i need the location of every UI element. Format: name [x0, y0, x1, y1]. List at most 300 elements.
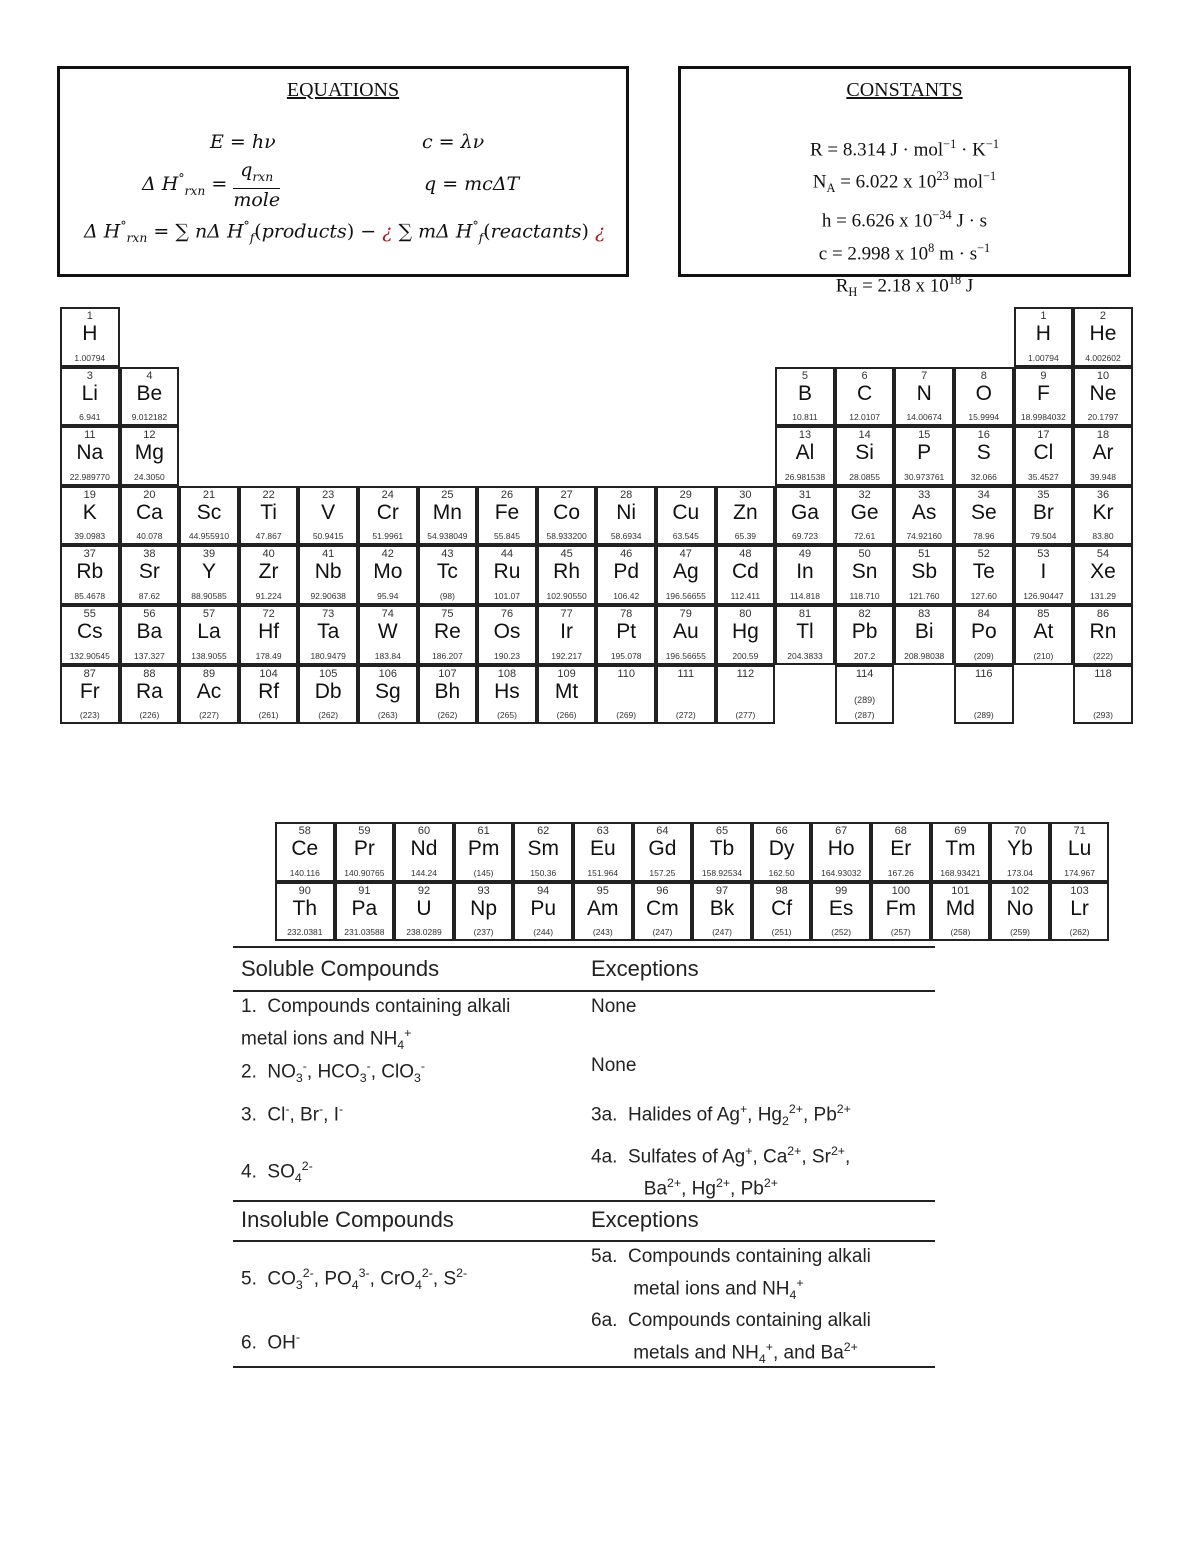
atomic-number: 27: [560, 488, 573, 501]
constants-box: [678, 66, 1131, 300]
element-cell: [120, 605, 180, 665]
element-cell: [954, 426, 1014, 486]
element-cell: [1050, 822, 1110, 882]
element-symbol: Re: [433, 620, 461, 643]
element-symbol: Md: [945, 896, 975, 920]
element-symbol: Rn: [1089, 620, 1117, 643]
element-cell: [1014, 545, 1074, 605]
element-symbol: Fr: [79, 679, 100, 703]
atomic-number: 94: [537, 884, 550, 897]
atomic-number: 96: [656, 884, 669, 897]
element-symbol: B: [797, 381, 812, 405]
element-cell: [275, 882, 335, 942]
atomic-mass: 30.973761: [904, 471, 945, 482]
element-cell: [692, 882, 752, 942]
element-cell: [775, 545, 835, 605]
element-cell: [394, 822, 454, 882]
atomic-mass: 47.867: [255, 531, 282, 542]
element-symbol: H: [1035, 322, 1051, 345]
element-symbol: Au: [672, 620, 699, 643]
atomic-number: 108: [497, 667, 517, 680]
element-cell: [894, 367, 954, 427]
table-rule: [233, 990, 935, 992]
atomic-number: 23: [322, 488, 335, 501]
atomic-number: 103: [1070, 884, 1089, 897]
element-cell: [716, 545, 776, 605]
element-symbol: Ag: [672, 560, 699, 584]
atomic-mass: (237): [473, 927, 494, 938]
atomic-mass: (252): [831, 927, 852, 938]
element-cell: [60, 605, 120, 665]
hess-law-equation: Δ $H^\circ_{rxn}$ = ∑ nΔ $H^\circ_f(products)$ − ¿ ∑ mΔ $H^\circ_f(reactants)$ ¿: [84, 219, 606, 246]
atomic-number: 18: [1096, 429, 1110, 442]
element-cell: [537, 545, 597, 605]
rule-1: 1. Compounds containing alkali metal ions and $NH_4^+$: [241, 996, 511, 1053]
atomic-number: 37: [83, 548, 96, 561]
atomic-mass: 112.411: [730, 590, 761, 601]
element-cell: [513, 882, 573, 942]
atomic-mass: 39.948: [1089, 471, 1116, 482]
element-symbol: Xe: [1090, 560, 1116, 584]
element-cell: [1073, 605, 1133, 665]
element-symbol: Bi: [914, 620, 934, 643]
atomic-mass: 1.00794: [74, 352, 106, 363]
atomic-number: 53: [1037, 548, 1050, 561]
element-symbol: Na: [76, 441, 104, 465]
atomic-number: 1: [86, 310, 93, 322]
atomic-mass: 126.90447: [1023, 590, 1064, 601]
atomic-number: 93: [477, 884, 490, 897]
element-symbol: Mo: [373, 560, 403, 584]
element-symbol: Co: [553, 500, 581, 524]
atomic-number: 92: [417, 884, 431, 897]
atomic-number: 57: [202, 608, 216, 620]
atomic-number: 70: [1013, 825, 1027, 837]
heat-equation: q = mcΔT: [424, 173, 520, 195]
atomic-number: 13: [798, 429, 812, 442]
atomic-number: 98: [775, 884, 788, 897]
atomic-mass: 58.6934: [610, 531, 642, 542]
element-symbol: Ga: [790, 500, 819, 524]
element-cell: [752, 882, 812, 942]
element-cell: [1073, 426, 1133, 486]
atomic-mass: 63.545: [672, 531, 699, 542]
atomic-mass: 1.00794: [1028, 352, 1059, 363]
atomic-mass: (272): [675, 710, 696, 721]
atomic-mass: 173.04: [1006, 867, 1033, 878]
atomic-mass: 121.760: [908, 590, 940, 601]
atomic-mass: 140.90765: [344, 867, 385, 878]
atomic-number: 101: [951, 884, 970, 897]
atomic-number: 105: [319, 667, 338, 680]
element-cell: [716, 665, 776, 725]
atomic-mass: 178.49: [255, 650, 282, 661]
atomic-number: 31: [798, 488, 812, 501]
element-symbol: Os: [493, 620, 521, 643]
atomic-number: 112: [736, 667, 755, 680]
atomic-number: 28: [620, 488, 633, 501]
atomic-mass: 157.25: [649, 867, 676, 878]
atomic-number: 110: [617, 667, 635, 680]
atomic-mass: 118.710: [849, 590, 880, 601]
element-cell: [298, 605, 358, 665]
element-cell: [775, 367, 835, 427]
element-symbol: Sb: [911, 560, 938, 584]
atomic-mass: (210): [1033, 650, 1054, 661]
element-cell: [716, 486, 776, 546]
atomic-mass: 78.96: [973, 531, 995, 542]
atomic-number: 56: [143, 608, 156, 620]
atomic-number: 8: [980, 369, 987, 382]
element-symbol: C: [857, 381, 873, 405]
atomic-mass: (98): [439, 590, 455, 601]
atomic-number: 85: [1037, 608, 1050, 620]
equations-title: EQUATIONS: [286, 79, 400, 101]
atomic-number: 104: [259, 667, 278, 680]
element-symbol: Ne: [1089, 381, 1117, 405]
element-symbol: Ac: [196, 679, 222, 703]
element-symbol: Ru: [493, 560, 521, 584]
atomic-mass: 12.0107: [849, 412, 880, 423]
element-cell: [871, 822, 931, 882]
element-cell: [120, 545, 180, 605]
atomic-mass: 238.0289: [406, 927, 442, 938]
element-cell: [1073, 665, 1133, 725]
enthalpy-denominator: mole: [233, 188, 281, 211]
atomic-number: 80: [739, 608, 752, 620]
atomic-number: 111: [677, 667, 695, 680]
atomic-mass: 167.26: [887, 867, 914, 878]
element-cell: [454, 822, 514, 882]
atomic-number: 58: [298, 825, 311, 837]
atomic-mass-alt: (289): [854, 694, 876, 705]
atomic-number: 62: [537, 825, 550, 837]
atomic-mass: 20.1797: [1087, 412, 1119, 423]
atomic-number: 41: [322, 548, 335, 561]
atomic-mass: 18.9984032: [1020, 412, 1066, 423]
atomic-number: 49: [798, 548, 812, 561]
element-cell: [1014, 486, 1074, 546]
element-symbol: In: [796, 560, 814, 584]
table-rule: [233, 1240, 935, 1242]
element-symbol: Po: [970, 620, 997, 643]
element-cell: [573, 882, 633, 942]
atomic-number: 106: [378, 667, 397, 680]
atomic-mass: (247): [652, 927, 673, 938]
element-symbol: F: [1036, 381, 1050, 405]
element-cell: [239, 545, 299, 605]
element-symbol: Ar: [1092, 441, 1114, 465]
atomic-number: 100: [891, 884, 910, 897]
element-cell: [1014, 307, 1074, 367]
atomic-number: 116: [975, 667, 993, 680]
atomic-number: 15: [918, 429, 931, 442]
atomic-number: 79: [679, 608, 692, 620]
insoluble-compounds-header: Insoluble Compounds: [241, 1207, 454, 1232]
element-cell: [990, 882, 1050, 942]
element-symbol: P: [917, 441, 932, 465]
element-cell: [60, 307, 120, 367]
element-cell: [835, 367, 895, 427]
atomic-mass: (262): [437, 710, 458, 721]
atomic-number: 38: [143, 548, 156, 561]
atomic-mass: (262): [318, 710, 339, 721]
atomic-number: 25: [441, 488, 454, 501]
element-cell: [1050, 882, 1110, 942]
element-symbol: Tm: [945, 837, 976, 860]
element-symbol: Lr: [1070, 896, 1089, 920]
element-symbol: V: [321, 500, 336, 524]
table-rule: [233, 1200, 935, 1202]
element-symbol: Ni: [616, 500, 637, 524]
atomic-mass: 26.981538: [784, 471, 826, 482]
element-cell: [633, 822, 693, 882]
atomic-mass: 196.56655: [665, 590, 706, 601]
element-cell: [179, 486, 239, 546]
atomic-mass: (269): [616, 710, 637, 721]
atomic-number: 60: [417, 825, 431, 837]
atomic-number: 54: [1096, 548, 1110, 561]
atomic-mass: 88.90585: [191, 590, 227, 601]
element-cell: [752, 822, 812, 882]
atomic-number: 48: [739, 548, 752, 561]
atomic-number: 22: [262, 488, 275, 501]
atomic-mass: 35.4527: [1028, 471, 1059, 482]
atomic-mass: (287): [854, 710, 875, 721]
element-cell: [179, 545, 239, 605]
atomic-number: 43: [441, 548, 454, 561]
atomic-mass: (259): [1010, 927, 1030, 938]
element-symbol: Rf: [258, 679, 280, 703]
element-symbol: Lu: [1067, 837, 1092, 860]
atomic-mass: (266): [556, 710, 577, 721]
rule-4-exception: 4a. Sulfates of Ag+, $Ca^{2+}$, $Sr^{2+}$, $Ba^{2+}$, $Hg^{2+}$, $Pb^{2+}$: [591, 1144, 851, 1200]
element-symbol: Cr: [376, 500, 399, 524]
atomic-number: 34: [977, 488, 990, 501]
element-symbol: La: [197, 620, 221, 643]
element-symbol: Zr: [258, 560, 279, 584]
atomic-number: 9: [1040, 369, 1047, 382]
element-symbol: Pa: [351, 896, 378, 920]
element-cell: [239, 665, 299, 725]
element-cell: [1073, 486, 1133, 546]
atomic-mass: 14.00674: [906, 412, 942, 423]
atomic-number: 118: [1094, 667, 1112, 680]
element-cell: [120, 426, 180, 486]
atomic-number: 33: [918, 488, 931, 501]
element-cell: [418, 605, 478, 665]
atomic-mass: 196.56655: [665, 650, 706, 661]
atomic-mass: 6.941: [79, 412, 101, 423]
element-symbol: Y: [201, 560, 216, 584]
element-symbol: Sc: [196, 500, 222, 524]
energy-equation: E = hν: [210, 131, 276, 153]
atomic-mass: 183.84: [374, 650, 401, 661]
element-cell: [596, 665, 656, 725]
element-symbol: I: [1040, 560, 1047, 584]
atomic-number: 26: [500, 488, 514, 501]
atomic-mass: (244): [533, 927, 554, 938]
gas-constant: R = 8.314 $J \cdot mol^{-1} \cdot K^{-1}$: [809, 137, 999, 161]
element-symbol: Zn: [733, 500, 758, 524]
element-symbol: Pt: [616, 620, 637, 643]
avogadro-constant: $N_A = 6.022$ x $10^{23}$ mol$^{-1}$: [812, 169, 997, 196]
element-symbol: O: [975, 381, 992, 405]
element-symbol: Gd: [648, 837, 677, 860]
element-symbol: Mn: [432, 500, 462, 524]
element-cell: [358, 545, 418, 605]
element-cell: [418, 545, 478, 605]
atomic-mass: 32.066: [970, 471, 997, 482]
element-symbol: Cm: [646, 896, 679, 920]
atomic-mass: (223): [79, 710, 100, 721]
element-cell: [513, 822, 573, 882]
element-cell: [835, 545, 895, 605]
element-symbol: Cd: [731, 560, 759, 584]
element-symbol: Si: [855, 441, 874, 465]
atomic-mass: (227): [199, 710, 219, 721]
atomic-number: 72: [262, 608, 275, 620]
element-cell: [835, 605, 895, 665]
element-symbol: Pb: [851, 620, 878, 643]
atomic-number: 82: [858, 608, 871, 620]
atomic-mass: 101.07: [493, 590, 520, 601]
element-symbol: Hg: [731, 620, 759, 643]
atomic-number: 35: [1037, 488, 1050, 501]
atomic-mass: 168.93421: [940, 867, 981, 878]
atomic-mass: 40.078: [136, 531, 163, 542]
element-symbol: Mt: [554, 679, 579, 703]
element-cell: [275, 822, 335, 882]
element-cell: [954, 665, 1014, 725]
wave-equation: c = λν: [422, 131, 485, 153]
element-symbol: He: [1089, 322, 1117, 345]
element-cell: [335, 822, 395, 882]
element-symbol: Ir: [560, 620, 573, 643]
element-symbol: As: [911, 500, 937, 524]
atomic-mass: 204.3833: [787, 650, 823, 661]
element-cell: [811, 822, 871, 882]
element-symbol: Dy: [768, 837, 795, 860]
atomic-number: 46: [620, 548, 633, 561]
element-cell: [477, 486, 537, 546]
atomic-number: 84: [977, 608, 990, 620]
atomic-number: 55: [83, 608, 96, 620]
atomic-number: 81: [798, 608, 812, 620]
element-cell: [418, 665, 478, 725]
element-cell: [60, 426, 120, 486]
atomic-number: 45: [560, 548, 573, 561]
element-cell: [120, 665, 180, 725]
element-cell: [60, 665, 120, 725]
element-symbol: Pu: [530, 896, 557, 920]
atomic-mass: 79.504: [1030, 531, 1057, 542]
atomic-number: 71: [1073, 825, 1086, 837]
planck-constant: h = 6.626 x $10^{-34}$ J · s: [821, 208, 988, 232]
element-symbol: U: [416, 896, 432, 920]
atomic-number: 32: [858, 488, 871, 501]
element-symbol: Tc: [436, 560, 458, 584]
atomic-mass: 131.29: [1089, 590, 1116, 601]
atomic-number: 114: [855, 667, 874, 680]
element-symbol: Bk: [709, 896, 735, 920]
element-cell: [358, 605, 418, 665]
rule-4: 4. $SO_4^{2-}$: [241, 1159, 313, 1186]
element-symbol: Li: [81, 381, 98, 405]
atomic-mass: 138.9055: [191, 650, 227, 661]
atomic-number: 52: [977, 548, 990, 561]
element-symbol: Cu: [672, 500, 700, 524]
atomic-mass: 207.2: [853, 650, 876, 661]
atomic-number: 19: [83, 488, 96, 501]
element-cell: [775, 605, 835, 665]
atomic-mass: 95.94: [377, 590, 399, 601]
atomic-number: 75: [441, 608, 454, 620]
atomic-number: 44: [500, 548, 514, 561]
atomic-number: 20: [143, 488, 156, 501]
element-symbol: N: [916, 381, 932, 405]
atomic-mass: (247): [712, 927, 732, 938]
element-cell: [335, 882, 395, 942]
table-rule: [233, 946, 935, 948]
element-symbol: Eu: [589, 837, 616, 860]
element-cell: [298, 665, 358, 725]
atomic-number: 4: [146, 369, 153, 382]
element-symbol: Ba: [136, 620, 163, 643]
element-symbol: Br: [1032, 500, 1054, 524]
element-symbol: Yb: [1007, 837, 1033, 860]
atomic-mass: 91.224: [255, 590, 282, 601]
atomic-number: 16: [977, 429, 990, 442]
atomic-mass: 50.9415: [312, 531, 344, 542]
element-cell: [954, 605, 1014, 665]
element-symbol: Ti: [260, 500, 277, 524]
atomic-number: 67: [835, 825, 848, 837]
atomic-mass: (226): [139, 710, 160, 721]
element-symbol: Hs: [494, 679, 520, 703]
atomic-mass: 231.03588: [344, 927, 385, 938]
atomic-mass: 158.92534: [701, 867, 743, 878]
atomic-number: 76: [500, 608, 514, 620]
atomic-mass: 102.90550: [546, 590, 587, 601]
element-symbol: W: [377, 620, 398, 643]
atomic-mass: 24.3050: [134, 471, 165, 482]
enthalpy-equation: Δ $H^\circ_{rxn}$ = $\frac{q_{rxn}}{\text{mole}}$: [142, 159, 281, 211]
atomic-number: 64: [656, 825, 669, 837]
atomic-number: 10: [1096, 369, 1110, 382]
element-symbol: Sr: [138, 560, 160, 584]
atomic-mass: 15.9994: [968, 412, 1000, 423]
element-symbol: Hf: [258, 620, 280, 643]
atomic-number: 89: [202, 667, 216, 680]
element-cell: [477, 545, 537, 605]
element-cell: [179, 665, 239, 725]
element-cell: [120, 486, 180, 546]
atomic-number: 14: [858, 429, 871, 442]
element-cell: [894, 605, 954, 665]
atomic-mass: (251): [771, 927, 792, 938]
atomic-number: 107: [438, 667, 457, 680]
element-symbol: Pd: [613, 560, 640, 584]
element-cell: [931, 822, 991, 882]
rule-3: 3. Cl-, Br-, I-: [241, 1102, 344, 1126]
atomic-mass: 44.955910: [188, 531, 230, 542]
atomic-mass: (263): [377, 710, 398, 721]
element-cell: [835, 665, 895, 725]
element-symbol: Kr: [1092, 500, 1114, 524]
element-symbol: H: [82, 322, 98, 345]
atomic-mass: 164.93032: [821, 867, 862, 878]
